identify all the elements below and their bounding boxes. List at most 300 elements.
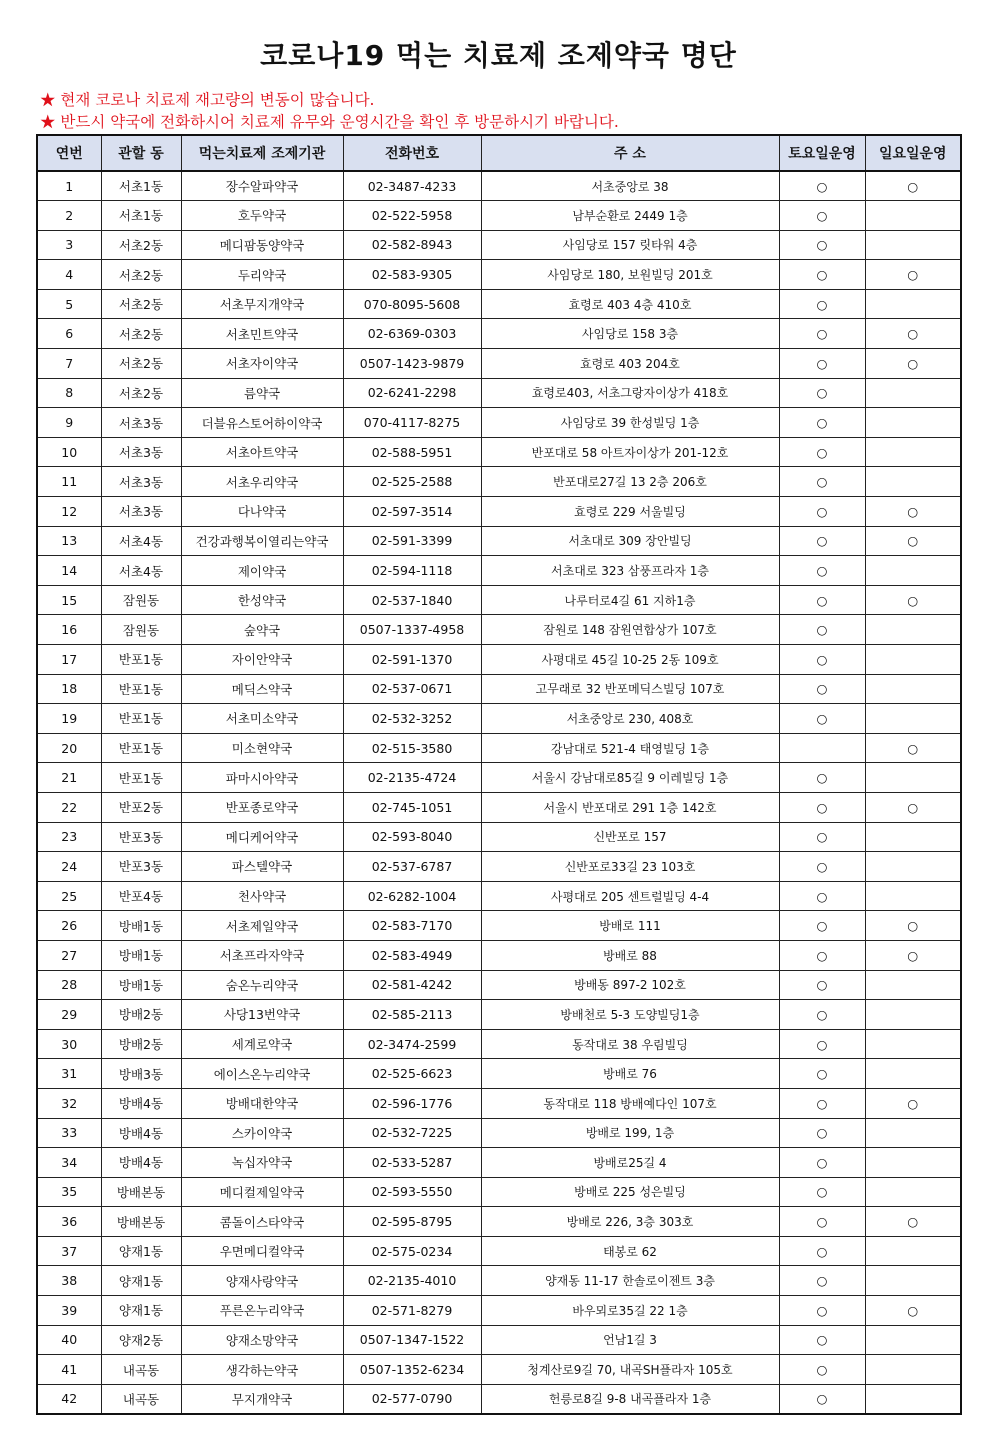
cell-phone: 02-583-9305: [343, 260, 481, 290]
cell-phone: 02-591-1370: [343, 645, 481, 675]
cell-phone: 02-583-4949: [343, 940, 481, 970]
cell-district: 반포1동: [101, 704, 181, 734]
cell-saturday: ○: [779, 881, 865, 911]
cell-saturday: ○: [779, 1355, 865, 1385]
cell-number: 9: [37, 408, 101, 438]
cell-district: 반포1동: [101, 733, 181, 763]
cell-sunday: ○: [865, 1088, 961, 1118]
cell-phone: 02-594-1118: [343, 556, 481, 586]
table-row: [37, 1000, 961, 1030]
table-row: [37, 319, 961, 349]
cell-saturday: ○: [779, 1088, 865, 1118]
cell-phone: 02-515-3580: [343, 733, 481, 763]
cell-saturday: ○: [779, 1325, 865, 1355]
cell-number: 24: [37, 852, 101, 882]
cell-sunday: ○: [865, 349, 961, 379]
cell-sunday: [865, 822, 961, 852]
table-row: [37, 940, 961, 970]
cell-address: 방배로 111: [481, 911, 779, 941]
cell-number: 25: [37, 881, 101, 911]
table-row: [37, 1384, 961, 1414]
cell-address: 방배동 897-2 102호: [481, 970, 779, 1000]
cell-address: 사평대로 205 센트럴빌딩 4-4: [481, 881, 779, 911]
cell-pharmacy: 숨온누리약국: [181, 970, 343, 1000]
pharmacy-table: [36, 134, 962, 1415]
cell-pharmacy: 천사약국: [181, 881, 343, 911]
cell-pharmacy: 파마시아약국: [181, 763, 343, 793]
cell-pharmacy: 다나약국: [181, 497, 343, 527]
cell-phone: 02-577-0790: [343, 1384, 481, 1414]
table-row: [37, 171, 961, 201]
cell-sunday: ○: [865, 585, 961, 615]
cell-phone: 02-596-1776: [343, 1088, 481, 1118]
cell-saturday: ○: [779, 556, 865, 586]
cell-saturday: ○: [779, 378, 865, 408]
cell-pharmacy: 건강과행복이열리는약국: [181, 526, 343, 556]
cell-phone: 02-522-5958: [343, 201, 481, 231]
cell-sunday: ○: [865, 1207, 961, 1237]
cell-pharmacy: 메디케어약국: [181, 822, 343, 852]
cell-district: 잠원동: [101, 585, 181, 615]
cell-saturday: [779, 733, 865, 763]
cell-number: 6: [37, 319, 101, 349]
cell-district: 서초2동: [101, 349, 181, 379]
cell-pharmacy: 푸른온누리약국: [181, 1296, 343, 1326]
cell-district: 방배4동: [101, 1088, 181, 1118]
cell-sunday: ○: [865, 940, 961, 970]
cell-phone: 02-537-6787: [343, 852, 481, 882]
table-row: [37, 1207, 961, 1237]
cell-phone: 02-593-8040: [343, 822, 481, 852]
cell-address: 사임당로 158 3층: [481, 319, 779, 349]
cell-sunday: [865, 852, 961, 882]
cell-district: 내곡동: [101, 1384, 181, 1414]
table-row: [37, 378, 961, 408]
cell-pharmacy: 녹십자약국: [181, 1148, 343, 1178]
cell-district: 방배1동: [101, 911, 181, 941]
cell-pharmacy: 메딕스약국: [181, 674, 343, 704]
table-row: [37, 733, 961, 763]
cell-district: 방배2동: [101, 1000, 181, 1030]
cell-address: 언남1길 3: [481, 1325, 779, 1355]
cell-pharmacy: 더블유스토어하이약국: [181, 408, 343, 438]
cell-address: 동작대로 118 방배예다인 107호: [481, 1088, 779, 1118]
cell-saturday: ○: [779, 1236, 865, 1266]
cell-address: 방배로 88: [481, 940, 779, 970]
cell-number: 32: [37, 1088, 101, 1118]
cell-district: 양재1동: [101, 1296, 181, 1326]
cell-number: 20: [37, 733, 101, 763]
cell-district: 서초3동: [101, 497, 181, 527]
table-row: [37, 1296, 961, 1326]
table-row: [37, 1118, 961, 1148]
cell-district: 서초4동: [101, 556, 181, 586]
cell-number: 19: [37, 704, 101, 734]
table-row: [37, 1325, 961, 1355]
table-row: [37, 556, 961, 586]
cell-sunday: ○: [865, 1296, 961, 1326]
cell-saturday: ○: [779, 319, 865, 349]
cell-address: 청계산로9길 70, 내곡SH플라자 105호: [481, 1355, 779, 1385]
cell-saturday: ○: [779, 852, 865, 882]
cell-pharmacy: 우면메디컬약국: [181, 1236, 343, 1266]
cell-saturday: ○: [779, 437, 865, 467]
cell-saturday: ○: [779, 1148, 865, 1178]
table-row: [37, 349, 961, 379]
cell-number: 31: [37, 1059, 101, 1089]
cell-district: 방배3동: [101, 1059, 181, 1089]
cell-address: 서울시 반포대로 291 1층 142호: [481, 792, 779, 822]
cell-phone: 070-4117-8275: [343, 408, 481, 438]
table-row: [37, 201, 961, 231]
cell-pharmacy: 메디팜동양약국: [181, 230, 343, 260]
cell-number: 35: [37, 1177, 101, 1207]
cell-address: 양재동 11-17 한솔로이젠트 3층: [481, 1266, 779, 1296]
col-header-address: 주 소: [481, 135, 779, 171]
cell-sunday: ○: [865, 319, 961, 349]
table-row: [37, 822, 961, 852]
cell-saturday: ○: [779, 1118, 865, 1148]
cell-district: 서초2동: [101, 230, 181, 260]
cell-saturday: ○: [779, 763, 865, 793]
cell-number: 4: [37, 260, 101, 290]
table-row: [37, 289, 961, 319]
cell-saturday: ○: [779, 940, 865, 970]
cell-address: 신반포로33길 23 103호: [481, 852, 779, 882]
table-row: [37, 497, 961, 527]
cell-phone: 070-8095-5608: [343, 289, 481, 319]
cell-saturday: ○: [779, 645, 865, 675]
cell-saturday: ○: [779, 467, 865, 497]
cell-saturday: ○: [779, 792, 865, 822]
cell-number: 14: [37, 556, 101, 586]
cell-pharmacy: 방배대한약국: [181, 1088, 343, 1118]
cell-phone: 02-582-8943: [343, 230, 481, 260]
cell-saturday: ○: [779, 1177, 865, 1207]
cell-sunday: [865, 1266, 961, 1296]
cell-phone: 02-585-2113: [343, 1000, 481, 1030]
cell-phone: 02-571-8279: [343, 1296, 481, 1326]
cell-number: 21: [37, 763, 101, 793]
notice-call-before-visit: ★ 반드시 약국에 전화하시어 치료제 유무와 운영시간을 확인 후 방문하시기 바랍니다.: [40, 113, 619, 131]
cell-district: 양재1동: [101, 1236, 181, 1266]
cell-phone: 02-2135-4724: [343, 763, 481, 793]
cell-pharmacy: 서초프라자약국: [181, 940, 343, 970]
cell-number: 28: [37, 970, 101, 1000]
cell-sunday: [865, 1355, 961, 1385]
cell-sunday: [865, 230, 961, 260]
cell-number: 30: [37, 1029, 101, 1059]
cell-sunday: [865, 408, 961, 438]
cell-address: 서초중앙로 38: [481, 171, 779, 201]
cell-saturday: ○: [779, 1207, 865, 1237]
cell-number: 26: [37, 911, 101, 941]
cell-saturday: ○: [779, 822, 865, 852]
cell-saturday: ○: [779, 1384, 865, 1414]
cell-number: 37: [37, 1236, 101, 1266]
table-row: [37, 615, 961, 645]
cell-sunday: [865, 1118, 961, 1148]
cell-pharmacy: 숲약국: [181, 615, 343, 645]
cell-district: 양재2동: [101, 1325, 181, 1355]
col-header-saturday: 토요일운영: [779, 135, 865, 171]
cell-address: 효령로 229 서울빌딩: [481, 497, 779, 527]
cell-district: 서초1동: [101, 201, 181, 231]
cell-district: 서초2동: [101, 378, 181, 408]
cell-district: 방배4동: [101, 1148, 181, 1178]
cell-number: 11: [37, 467, 101, 497]
cell-saturday: ○: [779, 289, 865, 319]
cell-sunday: [865, 615, 961, 645]
table-row: [37, 1059, 961, 1089]
cell-number: 33: [37, 1118, 101, 1148]
cell-sunday: [865, 645, 961, 675]
cell-number: 15: [37, 585, 101, 615]
cell-pharmacy: 서초무지개약국: [181, 289, 343, 319]
cell-phone: 02-525-6623: [343, 1059, 481, 1089]
cell-district: 반포1동: [101, 763, 181, 793]
cell-address: 반포대로 58 아트자이상가 201-12호: [481, 437, 779, 467]
cell-phone: 02-597-3514: [343, 497, 481, 527]
cell-phone: 02-3474-2599: [343, 1029, 481, 1059]
cell-phone: 02-588-5951: [343, 437, 481, 467]
cell-pharmacy: 에이스온누리약국: [181, 1059, 343, 1089]
col-header-district: 관할 동: [101, 135, 181, 171]
cell-phone: 02-6369-0303: [343, 319, 481, 349]
cell-number: 8: [37, 378, 101, 408]
cell-pharmacy: 서초미소약국: [181, 704, 343, 734]
cell-address: 서초대로 309 장안빌딩: [481, 526, 779, 556]
cell-district: 방배1동: [101, 940, 181, 970]
cell-pharmacy: 서초자이약국: [181, 349, 343, 379]
cell-sunday: ○: [865, 733, 961, 763]
cell-saturday: ○: [779, 1266, 865, 1296]
cell-address: 방배로 76: [481, 1059, 779, 1089]
cell-saturday: ○: [779, 201, 865, 231]
cell-address: 반포대로27길 13 2층 206호: [481, 467, 779, 497]
cell-saturday: ○: [779, 674, 865, 704]
cell-number: 34: [37, 1148, 101, 1178]
cell-pharmacy: 무지개약국: [181, 1384, 343, 1414]
cell-sunday: [865, 1384, 961, 1414]
cell-number: 1: [37, 171, 101, 201]
table-row: [37, 1177, 961, 1207]
table-row: [37, 792, 961, 822]
cell-phone: 02-525-2588: [343, 467, 481, 497]
cell-number: 16: [37, 615, 101, 645]
table-row: [37, 260, 961, 290]
cell-pharmacy: 콤돌이스타약국: [181, 1207, 343, 1237]
cell-pharmacy: 서초민트약국: [181, 319, 343, 349]
cell-district: 잠원동: [101, 615, 181, 645]
cell-pharmacy: 한성약국: [181, 585, 343, 615]
cell-address: 고무래로 32 반포메딕스빌딩 107호: [481, 674, 779, 704]
cell-pharmacy: 메디컬제일약국: [181, 1177, 343, 1207]
col-header-pharmacy: 먹는치료제 조제기관: [181, 135, 343, 171]
cell-phone: 02-595-8795: [343, 1207, 481, 1237]
cell-phone: 02-533-5287: [343, 1148, 481, 1178]
cell-district: 서초3동: [101, 437, 181, 467]
table-row: [37, 881, 961, 911]
cell-address: 사평대로 45길 10-25 2동 109호: [481, 645, 779, 675]
cell-district: 반포1동: [101, 645, 181, 675]
cell-pharmacy: 름약국: [181, 378, 343, 408]
cell-address: 남부순환로 2449 1층: [481, 201, 779, 231]
table-row: [37, 1148, 961, 1178]
cell-saturday: ○: [779, 349, 865, 379]
cell-sunday: ○: [865, 526, 961, 556]
cell-address: 방배로 225 성은빌딩: [481, 1177, 779, 1207]
cell-address: 강남대로 521-4 태영빌딩 1층: [481, 733, 779, 763]
cell-saturday: ○: [779, 615, 865, 645]
table-row: [37, 230, 961, 260]
cell-phone: 02-2135-4010: [343, 1266, 481, 1296]
cell-saturday: ○: [779, 585, 865, 615]
cell-address: 방배로25길 4: [481, 1148, 779, 1178]
cell-pharmacy: 파스텔약국: [181, 852, 343, 882]
table-row: [37, 1266, 961, 1296]
cell-district: 양재1동: [101, 1266, 181, 1296]
cell-pharmacy: 자이안약국: [181, 645, 343, 675]
cell-sunday: [865, 467, 961, 497]
cell-pharmacy: 두리약국: [181, 260, 343, 290]
cell-district: 서초3동: [101, 408, 181, 438]
cell-phone: 02-581-4242: [343, 970, 481, 1000]
cell-district: 반포4동: [101, 881, 181, 911]
cell-sunday: ○: [865, 911, 961, 941]
cell-address: 바우뫼로35길 22 1층: [481, 1296, 779, 1326]
cell-pharmacy: 서초제일약국: [181, 911, 343, 941]
cell-pharmacy: 서초우리약국: [181, 467, 343, 497]
table-header-row: [37, 135, 961, 171]
table-row: [37, 437, 961, 467]
cell-pharmacy: 서초아트약국: [181, 437, 343, 467]
cell-number: 29: [37, 1000, 101, 1030]
cell-saturday: ○: [779, 1296, 865, 1326]
cell-address: 헌릉로8길 9-8 내곡플라자 1층: [481, 1384, 779, 1414]
cell-number: 22: [37, 792, 101, 822]
cell-address: 서울시 강남대로85길 9 이레빌딩 1층: [481, 763, 779, 793]
col-header-phone: 전화번호: [343, 135, 481, 171]
cell-district: 서초2동: [101, 260, 181, 290]
table-row: [37, 970, 961, 1000]
cell-pharmacy: 호두약국: [181, 201, 343, 231]
cell-sunday: [865, 970, 961, 1000]
cell-number: 17: [37, 645, 101, 675]
cell-saturday: ○: [779, 970, 865, 1000]
table-row: [37, 911, 961, 941]
cell-number: 23: [37, 822, 101, 852]
cell-sunday: [865, 704, 961, 734]
cell-address: 사임당로 39 한성빌딩 1층: [481, 408, 779, 438]
cell-number: 5: [37, 289, 101, 319]
cell-pharmacy: 미소현약국: [181, 733, 343, 763]
cell-address: 신반포로 157: [481, 822, 779, 852]
cell-sunday: ○: [865, 792, 961, 822]
cell-address: 서초대로 323 삼풍프라자 1층: [481, 556, 779, 586]
table-row: [37, 763, 961, 793]
cell-phone: 0507-1423-9879: [343, 349, 481, 379]
cell-address: 동작대로 38 우림빌딩: [481, 1029, 779, 1059]
cell-number: 36: [37, 1207, 101, 1237]
cell-saturday: ○: [779, 1059, 865, 1089]
cell-saturday: ○: [779, 526, 865, 556]
cell-sunday: [865, 201, 961, 231]
cell-sunday: [865, 1148, 961, 1178]
cell-number: 10: [37, 437, 101, 467]
cell-district: 반포3동: [101, 822, 181, 852]
cell-number: 38: [37, 1266, 101, 1296]
cell-pharmacy: 제이약국: [181, 556, 343, 586]
cell-sunday: [865, 1325, 961, 1355]
cell-sunday: [865, 437, 961, 467]
cell-district: 반포1동: [101, 674, 181, 704]
cell-phone: 02-591-3399: [343, 526, 481, 556]
table-row: [37, 645, 961, 675]
cell-address: 잠원로 148 잠원연합상가 107호: [481, 615, 779, 645]
cell-sunday: [865, 378, 961, 408]
notice-stock-change: ★ 현재 코로나 치료제 재고량의 변동이 많습니다.: [40, 91, 375, 109]
cell-saturday: ○: [779, 497, 865, 527]
cell-saturday: ○: [779, 1029, 865, 1059]
cell-number: 39: [37, 1296, 101, 1326]
cell-phone: 02-593-5550: [343, 1177, 481, 1207]
cell-district: 서초1동: [101, 171, 181, 201]
table-row: [37, 1355, 961, 1385]
cell-phone: 02-532-7225: [343, 1118, 481, 1148]
cell-sunday: [865, 1177, 961, 1207]
table-row: [37, 1088, 961, 1118]
table-row: [37, 526, 961, 556]
cell-phone: 02-537-1840: [343, 585, 481, 615]
cell-address: 사임당로 157 릿타워 4층: [481, 230, 779, 260]
cell-pharmacy: 양재소망약국: [181, 1325, 343, 1355]
col-header-number: 연번: [37, 135, 101, 171]
table-row: [37, 1029, 961, 1059]
cell-number: 18: [37, 674, 101, 704]
cell-address: 나루터로4길 61 지하1층: [481, 585, 779, 615]
cell-phone: 0507-1352-6234: [343, 1355, 481, 1385]
cell-address: 방배천로 5-3 도양빌딩1층: [481, 1000, 779, 1030]
cell-address: 사임당로 180, 보원빌딩 201호: [481, 260, 779, 290]
cell-saturday: ○: [779, 408, 865, 438]
cell-sunday: [865, 1236, 961, 1266]
cell-address: 태봉로 62: [481, 1236, 779, 1266]
cell-address: 효령로 403 4층 410호: [481, 289, 779, 319]
cell-phone: 02-532-3252: [343, 704, 481, 734]
cell-number: 7: [37, 349, 101, 379]
cell-address: 서초중앙로 230, 408호: [481, 704, 779, 734]
cell-number: 41: [37, 1355, 101, 1385]
cell-number: 2: [37, 201, 101, 231]
cell-district: 서초3동: [101, 467, 181, 497]
cell-district: 반포2동: [101, 792, 181, 822]
cell-saturday: ○: [779, 260, 865, 290]
cell-district: 반포3동: [101, 852, 181, 882]
cell-phone: 02-3487-4233: [343, 171, 481, 201]
cell-pharmacy: 세계로약국: [181, 1029, 343, 1059]
table-row: [37, 585, 961, 615]
cell-phone: 02-6282-1004: [343, 881, 481, 911]
table-row: [37, 467, 961, 497]
cell-number: 13: [37, 526, 101, 556]
cell-sunday: [865, 556, 961, 586]
cell-sunday: [865, 1059, 961, 1089]
cell-sunday: ○: [865, 260, 961, 290]
cell-district: 서초2동: [101, 319, 181, 349]
cell-district: 방배4동: [101, 1118, 181, 1148]
cell-sunday: [865, 1029, 961, 1059]
